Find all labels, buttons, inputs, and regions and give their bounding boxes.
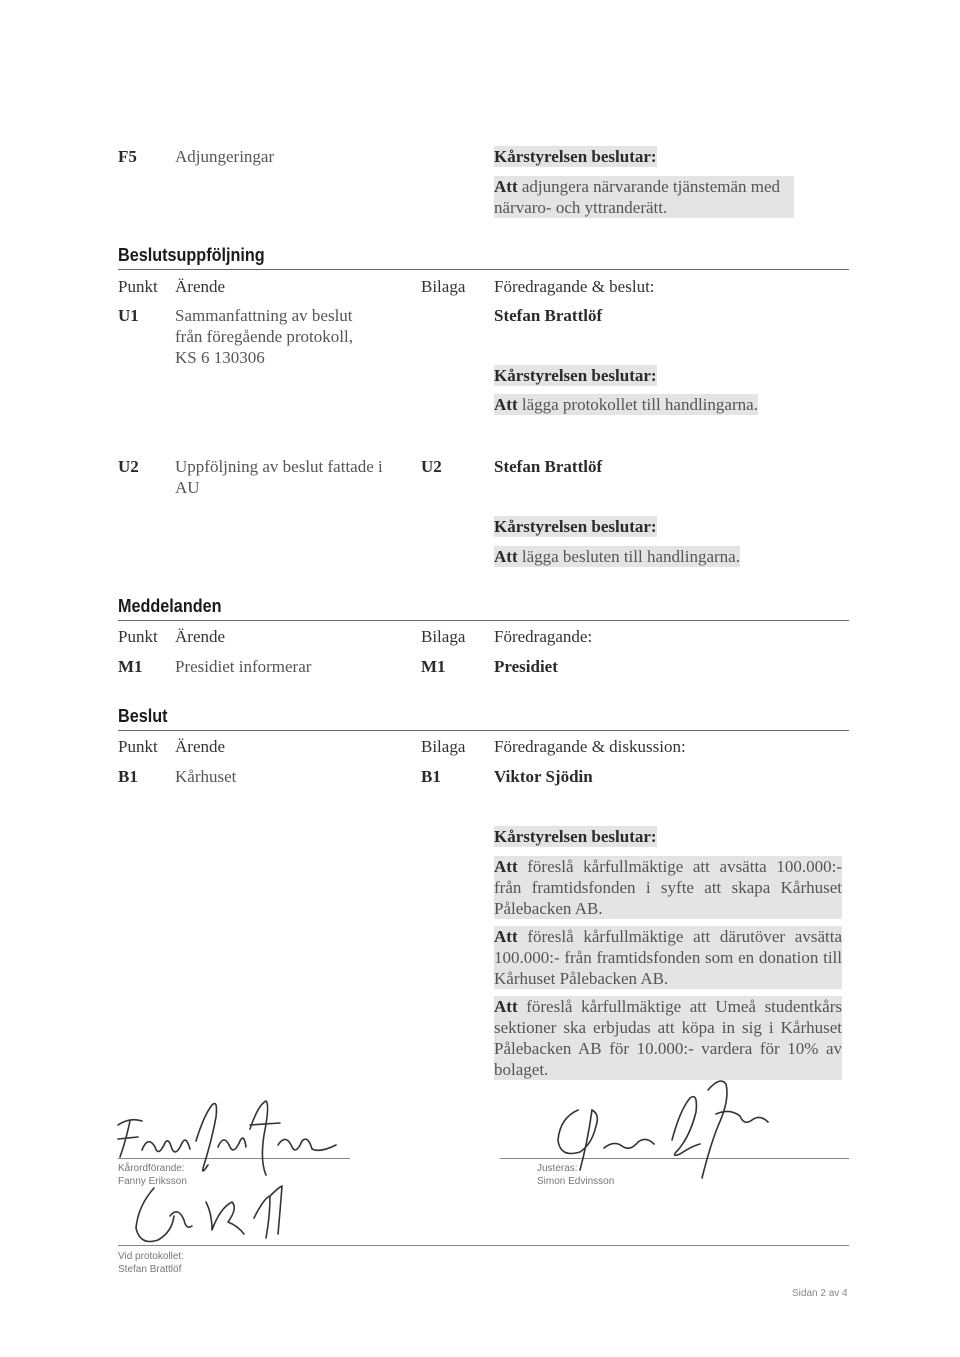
- b1-decision-label: Kårstyrelsen beslutar:: [494, 827, 657, 846]
- col-bilaga: Bilaga: [421, 737, 466, 756]
- col-foredragande: Föredragande & diskussion:: [494, 737, 686, 756]
- b1-decision-3: [494, 996, 842, 1080]
- att-word: Att: [494, 997, 518, 1016]
- adjuster-name: Simon Edvinsson: [537, 1176, 615, 1187]
- b1-decision-1-text: föreslå kårfullmäktige att avsätta 100.000:- från framtidsfonden i syfte att skapa Kårhuset Pålebacken AB.: [494, 857, 843, 918]
- u1-decision-label: Kårstyrelsen beslutar:: [494, 366, 657, 385]
- b1-decision-3-text: föreslå kårfullmäktige att Umeå studentkårs sektioner ska erbjudas att köpa in sig i Kårhuset Pålebacken AB för 10.000:- vardera för 10% av bolaget.: [494, 997, 842, 1079]
- col-arende: Ärende: [175, 737, 226, 756]
- att-word: Att: [494, 547, 518, 566]
- col-punkt: Punkt: [118, 627, 158, 646]
- b1-foredragande: Viktor Sjödin: [494, 767, 593, 786]
- u1-decision-text: lägga protokollet till handlingarna.: [521, 395, 758, 414]
- u1-foredragande: Stefan Brattlöf: [494, 306, 603, 325]
- u1-decision: [494, 394, 758, 415]
- m1-foredragande: Presidiet: [494, 657, 558, 676]
- col-arende: Ärende: [175, 627, 226, 646]
- chair-role: Kårordförande:: [118, 1163, 185, 1174]
- col-punkt: Punkt: [118, 737, 158, 756]
- m1-arende: Presidiet informerar: [175, 657, 312, 676]
- f5-punkt: F5: [118, 147, 137, 166]
- att-word: Att: [494, 395, 518, 414]
- att-word: Att: [494, 857, 518, 876]
- u2-foredragande: Stefan Brattlöf: [494, 457, 603, 476]
- u2-decision-text: lägga besluten till handlingarna.: [521, 547, 740, 566]
- col-foredragande: Föredragande:: [494, 627, 593, 646]
- u1-arende: Sammanfattning av beslut från föregående protokoll, KS 6 130306: [175, 306, 353, 367]
- page-number: Sidan 2 av 4: [792, 1288, 848, 1299]
- adjuster-role: Justeras:: [537, 1163, 578, 1174]
- b1-decision-1: [494, 856, 842, 919]
- u2-decision: [494, 546, 740, 567]
- u2-arende: Uppföljning av beslut fattade i AU: [175, 457, 383, 497]
- section-rule: [118, 269, 849, 270]
- section-heading-beslut: Beslut: [118, 706, 168, 726]
- secretary-name: Stefan Brattlöf: [118, 1264, 182, 1275]
- att-word: Att: [494, 927, 518, 946]
- b1-decision-2: [494, 926, 842, 989]
- secretary-role: Vid protokollet:: [118, 1251, 184, 1262]
- b1-punkt: B1: [118, 767, 138, 786]
- m1-punkt: M1: [118, 657, 143, 676]
- signature-adjuster-image: [530, 1070, 775, 1185]
- chair-name: Fanny Eriksson: [118, 1176, 187, 1187]
- col-punkt: Punkt: [118, 277, 158, 296]
- section-rule: [118, 730, 849, 731]
- att-word: Att: [494, 177, 518, 196]
- col-foredragande: Föredragande & beslut:: [494, 277, 655, 296]
- b1-decision-2-text: föreslå kårfullmäktige att därutöver avsätta 100.000:- från framtidsfonden som en donation till Kårhuset Pålebacken AB.: [494, 927, 842, 988]
- f5-decision-label: Kårstyrelsen beslutar:: [494, 147, 657, 166]
- u2-punkt: U2: [118, 457, 139, 476]
- b1-arende: Kårhuset: [175, 767, 237, 786]
- col-bilaga: Bilaga: [421, 627, 466, 646]
- section-heading-meddelanden: Meddelanden: [118, 596, 222, 616]
- f5-arende: Adjungeringar: [175, 147, 275, 166]
- u2-bilaga: U2: [421, 457, 442, 476]
- section-rule: [118, 620, 849, 621]
- u1-punkt: U1: [118, 306, 139, 325]
- m1-bilaga: M1: [421, 657, 446, 676]
- section-heading-beslutsuppfoljning: Beslutsuppföljning: [118, 245, 265, 265]
- f5-decision-text: adjungera närvarande tjänstemän med närvaro- och yttranderätt.: [494, 177, 781, 217]
- col-bilaga: Bilaga: [421, 277, 466, 296]
- col-arende: Ärende: [175, 277, 226, 296]
- u2-decision-label: Kårstyrelsen beslutar:: [494, 517, 657, 536]
- f5-decision: [494, 176, 794, 218]
- signature-secretary-image: [120, 1168, 310, 1258]
- b1-bilaga: B1: [421, 767, 441, 786]
